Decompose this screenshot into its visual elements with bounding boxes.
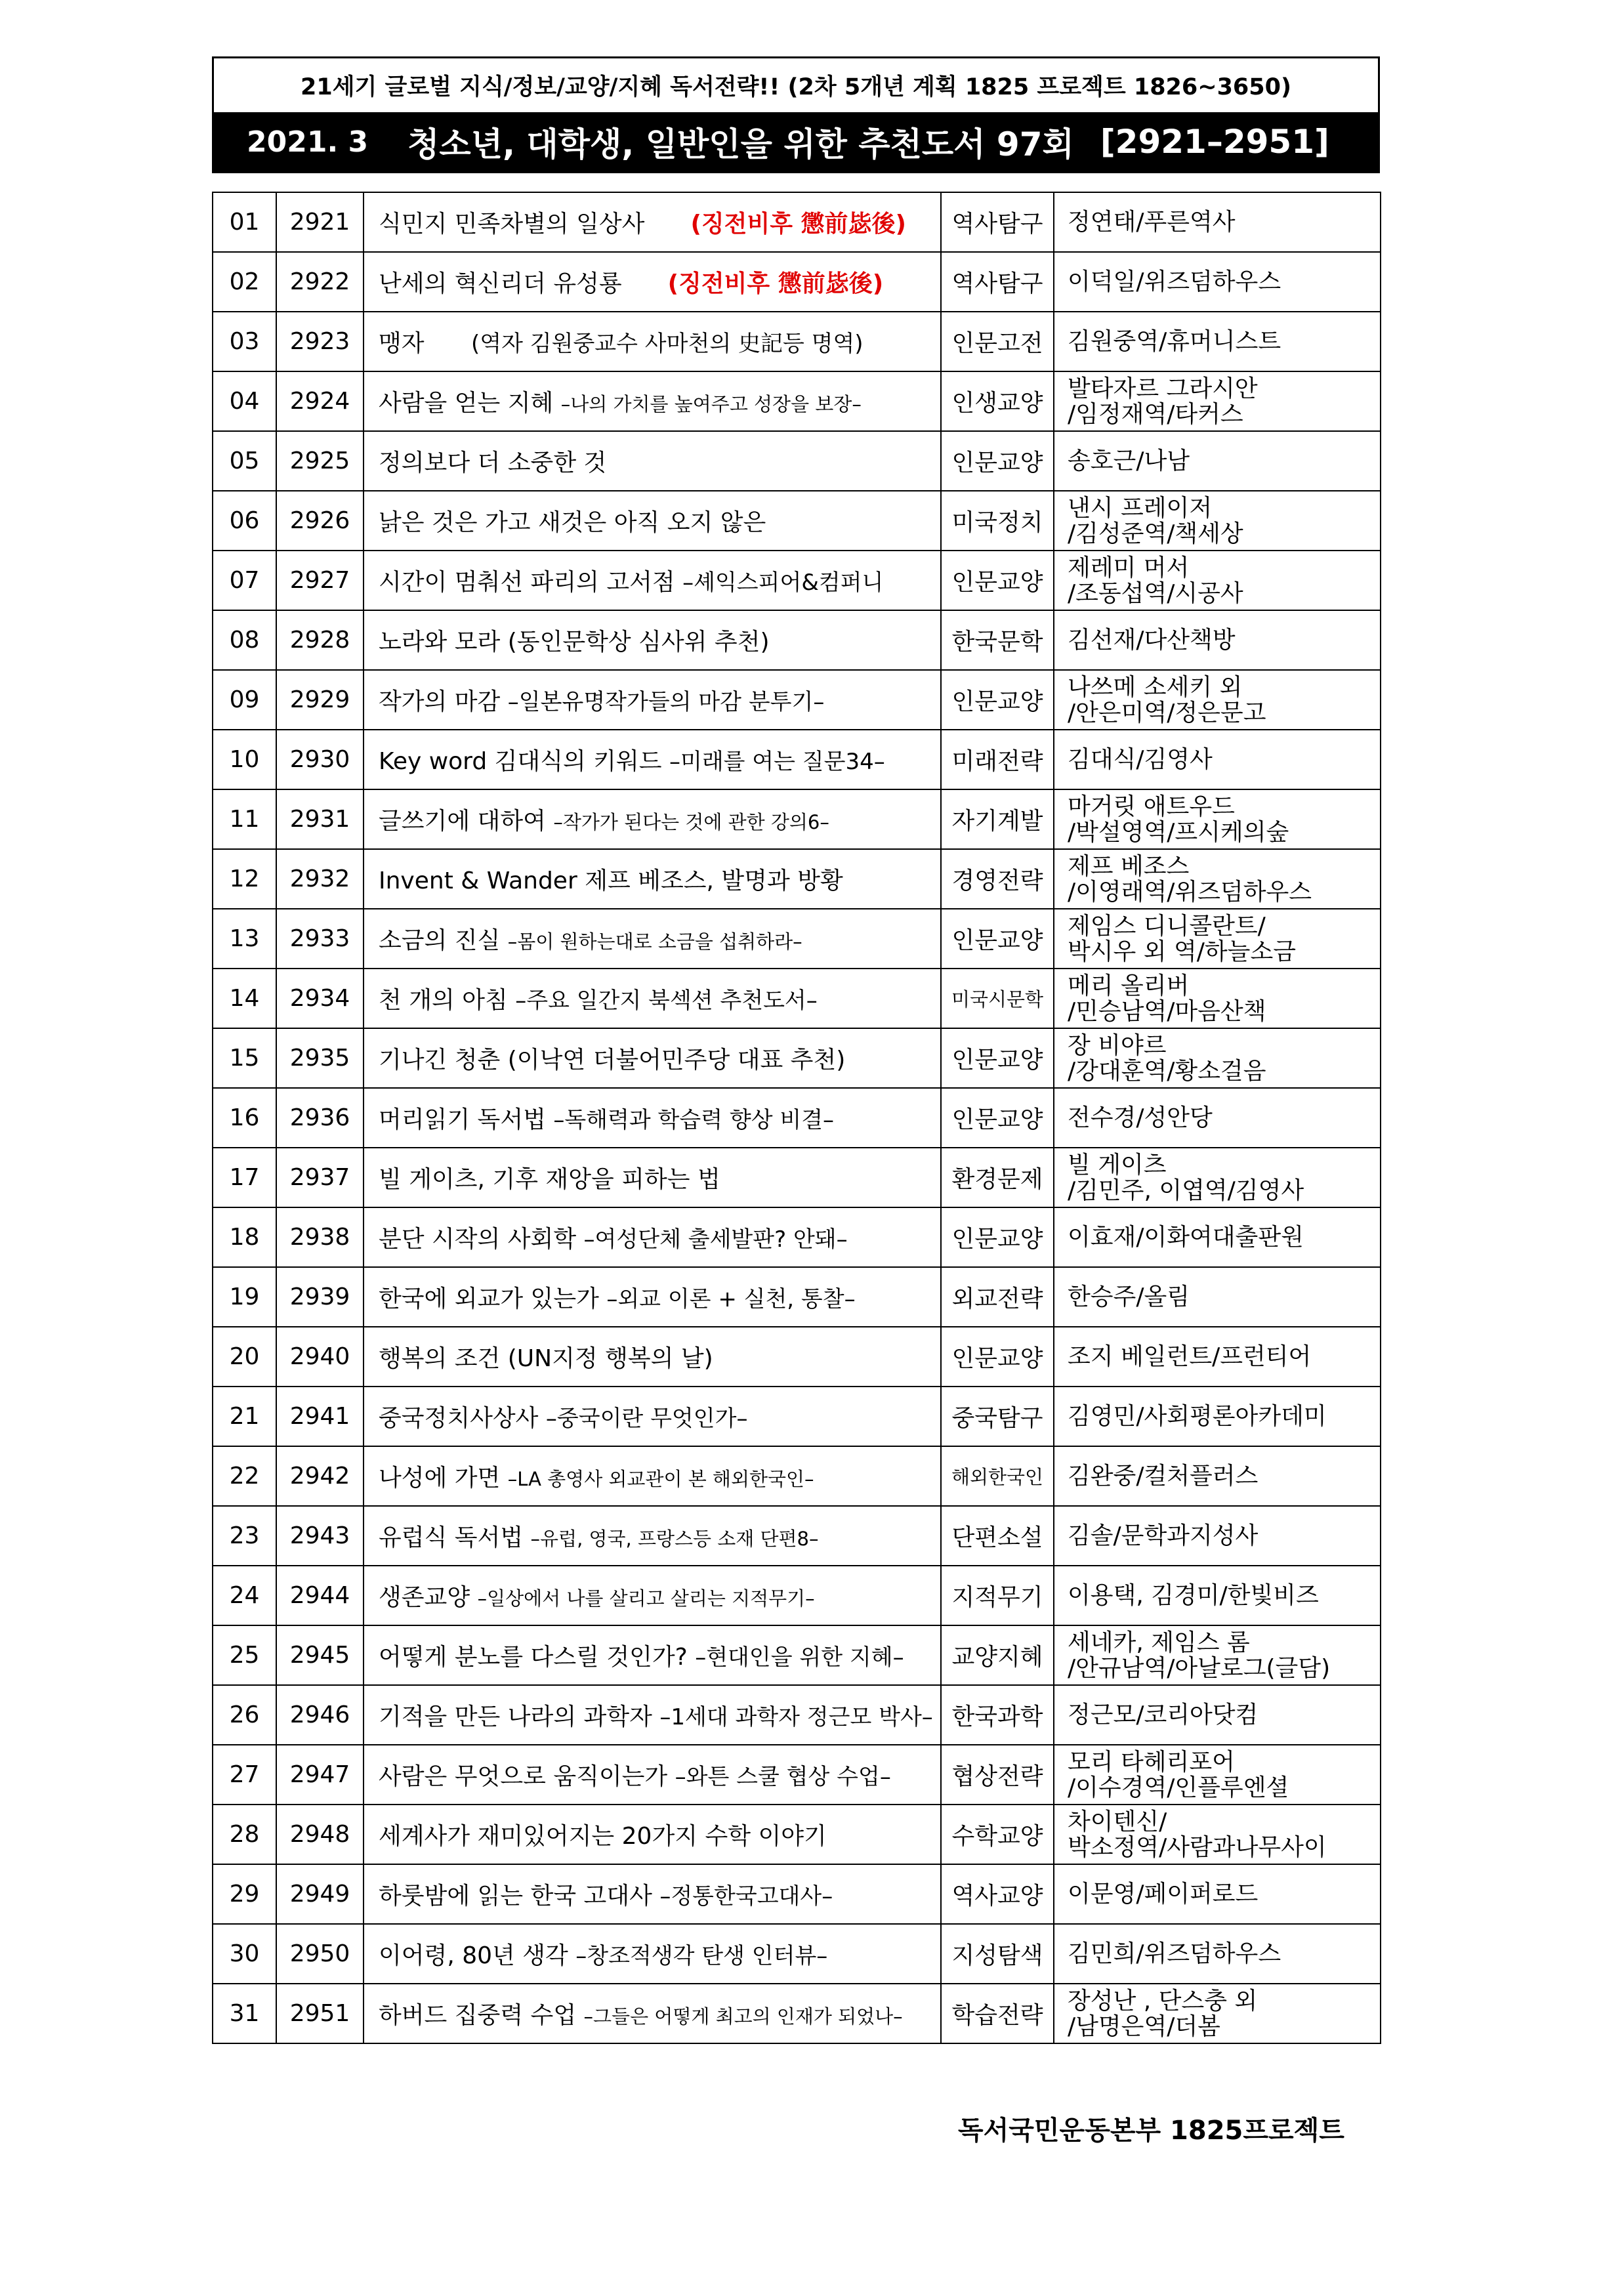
book-author-cell: [1054, 491, 1381, 551]
book-author-cell: [1054, 192, 1381, 252]
book-code: 2931: [276, 789, 364, 849]
row-number: 26: [213, 1685, 276, 1745]
book-author: 김영민/사회평론아카데미: [1068, 1403, 1327, 1430]
book-category: 한국과학: [941, 1685, 1054, 1745]
book-category: 역사탐구: [941, 252, 1054, 312]
row-number: 27: [213, 1745, 276, 1805]
book-title-cell: [364, 1267, 941, 1327]
book-code: 2926: [276, 491, 364, 551]
book-author: 발타자르 그라시안: [1068, 375, 1258, 402]
book-category: 한국문학: [941, 610, 1054, 670]
book-author: 메리 올리버: [1068, 972, 1190, 999]
book-code: 2947: [276, 1745, 364, 1805]
table-row: [213, 909, 1381, 969]
book-title-cell: [364, 1088, 941, 1148]
book-code: 2936: [276, 1088, 364, 1148]
header-title-bar: [214, 112, 1378, 171]
book-title-cell: [364, 551, 941, 610]
book-author-cell: [1054, 969, 1381, 1028]
book-subtitle: –몸이 원하는대로 소금을 섭취하라–: [507, 930, 802, 953]
book-title: 글쓰기에 대하여: [379, 808, 554, 835]
row-number: 11: [213, 789, 276, 849]
book-code: 2929: [276, 670, 364, 730]
book-author-cell: [1054, 730, 1381, 789]
book-author: 낸시 프레이저: [1068, 494, 1213, 522]
book-category: 인문교양: [941, 1207, 1054, 1267]
row-number: 21: [213, 1387, 276, 1446]
header-box: [212, 56, 1380, 173]
table-row: [213, 1028, 1381, 1088]
book-title-cell: [364, 312, 941, 371]
book-author-cell: [1054, 1566, 1381, 1625]
book-translator-publisher: /민승남역/마음산책: [1068, 997, 1266, 1025]
book-code: 2935: [276, 1028, 364, 1088]
row-number: 24: [213, 1566, 276, 1625]
row-number: 20: [213, 1327, 276, 1387]
book-title: 분단 시작의 사회학: [379, 1226, 584, 1253]
book-category: 단편소설: [941, 1506, 1054, 1566]
row-number: 14: [213, 969, 276, 1028]
row-number: 22: [213, 1446, 276, 1506]
book-subtitle: –유럽, 영국, 프랑스등 소재 단편8–: [530, 1528, 819, 1550]
book-title: 시간이 멈춰선 파리의 고서점: [379, 569, 683, 596]
book-category: 지성탐색: [941, 1924, 1054, 1984]
book-author-cell: [1054, 371, 1381, 431]
book-author: 장성난 , 단스충 외: [1068, 1987, 1258, 2014]
table-row: [213, 1506, 1381, 1566]
book-subtitle: –와튼 스쿨 협상 수업–: [675, 1764, 891, 1790]
book-title-cell: [364, 252, 941, 312]
book-author: 이덕일/위즈덤하우스: [1068, 268, 1281, 295]
book-code: 2925: [276, 431, 364, 491]
book-code: 2927: [276, 551, 364, 610]
book-title: 머리읽기 독서법: [379, 1106, 554, 1133]
book-title-cell: [364, 789, 941, 849]
row-number: 01: [213, 192, 276, 252]
table-row: [213, 670, 1381, 730]
book-subtitle: –창조적생각 탄생 인터뷰–: [575, 1943, 828, 1969]
book-code: 2924: [276, 371, 364, 431]
book-author: 차이텐신/: [1068, 1808, 1167, 1835]
row-number: 03: [213, 312, 276, 371]
row-number: 06: [213, 491, 276, 551]
book-translator-publisher: /강대훈역/황소걸음: [1068, 1057, 1266, 1085]
book-subtitle: –정통한국고대사–: [659, 1883, 833, 1910]
book-author: 김대식/김영사: [1068, 746, 1213, 773]
book-title-cell: [364, 1446, 941, 1506]
book-author: 정연태/푸른역사: [1068, 209, 1236, 236]
book-author: 이효재/이화여대출판원: [1068, 1224, 1304, 1251]
book-author: 모리 타헤리포어: [1068, 1748, 1235, 1776]
book-code: 2930: [276, 730, 364, 789]
book-title-cell: [364, 1506, 941, 1566]
book-title-cell: [364, 1805, 941, 1864]
book-translator-publisher: /박설영역/프시케의숲: [1068, 818, 1289, 846]
book-author: 마거릿 애트우드: [1068, 793, 1235, 820]
book-subtitle: –외교 이론 + 실천, 통찰–: [606, 1286, 856, 1312]
table-row: [213, 491, 1381, 551]
book-subtitle: –그들은 어떻게 최고의 인재가 되었나–: [583, 2005, 903, 2028]
book-category: 미국시문학: [941, 969, 1054, 1028]
table-row: [213, 312, 1381, 371]
row-number: 04: [213, 371, 276, 431]
book-translator-publisher: /남명은역/더봄: [1068, 2013, 1220, 2040]
book-author-cell: [1054, 1685, 1381, 1745]
book-code: 2942: [276, 1446, 364, 1506]
book-author-cell: [1054, 1446, 1381, 1506]
book-title-cell: [364, 1924, 941, 1984]
book-author: 조지 베일런트/프런티어: [1068, 1343, 1312, 1370]
book-title-cell: [364, 610, 941, 670]
book-title: 기적을 만든 나라의 과학자: [379, 1703, 660, 1730]
table-row: [213, 1864, 1381, 1924]
book-author-cell: [1054, 1924, 1381, 1984]
table-row: [213, 431, 1381, 491]
book-title: 노라와 모라 (동인문학상 심사위 추천): [379, 629, 770, 656]
book-title: 중국정치사상사: [379, 1405, 546, 1432]
book-title-cell: [364, 1207, 941, 1267]
row-number: 31: [213, 1984, 276, 2043]
book-title: 사람을 얻는 지혜: [379, 390, 561, 417]
row-number: 16: [213, 1088, 276, 1148]
book-code: 2932: [276, 849, 364, 909]
row-number: 23: [213, 1506, 276, 1566]
book-subtitle: –일상에서 나를 살리고 살리는 지적무기–: [477, 1587, 815, 1610]
book-translator-publisher: 박시우 외 역/하늘소금: [1068, 938, 1296, 965]
book-author: 장 비야르: [1068, 1032, 1167, 1059]
book-category: 수학교양: [941, 1805, 1054, 1864]
book-subtitle: –미래를 여는 질문34–: [669, 749, 885, 775]
book-title-cell: [364, 1864, 941, 1924]
book-title: 세계사가 재미있어지는 20가지 수학 이야기: [379, 1823, 827, 1850]
book-author: 빌 게이츠: [1068, 1151, 1167, 1179]
book-code: 2938: [276, 1207, 364, 1267]
table-row: [213, 1924, 1381, 1984]
table-row: [213, 1387, 1381, 1446]
book-title-cell: [364, 1984, 941, 2043]
book-title-cell: [364, 192, 941, 252]
book-title: Key word 김대식의 키워드: [379, 748, 669, 775]
book-title-cell: [364, 909, 941, 969]
book-title-cell: [364, 371, 941, 431]
book-code: 2950: [276, 1924, 364, 1984]
table-row: [213, 969, 1381, 1028]
table-row: [213, 730, 1381, 789]
book-author-cell: [1054, 789, 1381, 849]
book-title: 작가의 마감: [379, 688, 508, 715]
book-author-cell: [1054, 312, 1381, 371]
book-author: 정근모/코리아닷컴: [1068, 1701, 1259, 1728]
book-author: 송호근/나남: [1068, 448, 1190, 474]
table-row: [213, 1327, 1381, 1387]
book-title: 이어령, 80년 생각: [379, 1942, 576, 1969]
table-row: [213, 371, 1381, 431]
row-number: 08: [213, 610, 276, 670]
row-number: 28: [213, 1805, 276, 1864]
table-row: [213, 1566, 1381, 1625]
book-author: 나쓰메 소세키 외: [1068, 673, 1243, 701]
book-category: 인문교양: [941, 1088, 1054, 1148]
book-title: Invent & Wander 제프 베조스, 발명과 방황: [379, 867, 843, 894]
book-title: 정의보다 더 소중한 것: [379, 449, 607, 476]
book-author: 이용택, 김경미/한빛비즈: [1068, 1582, 1319, 1609]
table-row: [213, 1446, 1381, 1506]
book-translator-publisher: /이영래역/위즈덤하우스: [1068, 878, 1312, 906]
header-date: 2021. 3: [247, 125, 369, 159]
book-code: 2933: [276, 909, 364, 969]
book-author: 김원중역/휴머니스트: [1068, 328, 1281, 355]
book-code: 2934: [276, 969, 364, 1028]
book-category: 경영전략: [941, 849, 1054, 909]
book-title: 한국에 외교가 있는가: [379, 1285, 607, 1312]
book-author: 전수경/성안당: [1068, 1104, 1213, 1131]
book-category: 역사탐구: [941, 192, 1054, 252]
book-title: 소금의 진실: [379, 927, 508, 954]
book-title: 사람은 무엇으로 움직이는가: [379, 1763, 675, 1790]
book-code: 2939: [276, 1267, 364, 1327]
book-code: 2921: [276, 192, 364, 252]
book-translator-publisher: /김성준역/책세상: [1068, 520, 1243, 547]
book-subtitle: –작가가 된다는 것에 관한 강의6–: [553, 811, 829, 833]
book-title: 천 개의 아침: [379, 987, 516, 1014]
book-category: 인문교양: [941, 431, 1054, 491]
book-author-cell: [1054, 1387, 1381, 1446]
book-subtitle: –독해력과 학습력 향상 비결–: [553, 1107, 835, 1133]
book-title: 맹자: [379, 330, 432, 357]
book-subtitle: –셰익스피어&컴퍼니: [682, 570, 884, 596]
book-category: 교양지혜: [941, 1625, 1054, 1685]
book-title-cell: [364, 1566, 941, 1625]
table-row: [213, 1267, 1381, 1327]
book-title: 낡은 것은 가고 새것은 아직 오지 않은: [379, 509, 766, 536]
row-number: 17: [213, 1148, 276, 1207]
book-code: 2940: [276, 1327, 364, 1387]
table-row: [213, 1805, 1381, 1864]
book-title-cell: [364, 849, 941, 909]
book-author-cell: [1054, 1267, 1381, 1327]
book-category: 인문교양: [941, 1327, 1054, 1387]
table-row: [213, 1745, 1381, 1805]
book-code: 2922: [276, 252, 364, 312]
book-author: 세네카, 제임스 롬: [1068, 1629, 1250, 1656]
book-author-cell: [1054, 1805, 1381, 1864]
row-number: 19: [213, 1267, 276, 1327]
book-author-cell: [1054, 1745, 1381, 1805]
book-title: 난세의 혁신리더 유성룡: [379, 270, 622, 297]
book-author-cell: [1054, 252, 1381, 312]
book-category: 인생교양: [941, 371, 1054, 431]
book-title: 하버드 집중력 수업: [379, 2002, 584, 2029]
book-category: 인문교양: [941, 1028, 1054, 1088]
table-row: [213, 1148, 1381, 1207]
table-row: [213, 252, 1381, 312]
book-author: 김민희/위즈덤하우스: [1068, 1940, 1281, 1967]
book-code: 2948: [276, 1805, 364, 1864]
row-number: 05: [213, 431, 276, 491]
book-code: 2949: [276, 1864, 364, 1924]
book-category: 자기계발: [941, 789, 1054, 849]
book-author-cell: [1054, 1207, 1381, 1267]
book-title-cell: [364, 1148, 941, 1207]
book-code: 2946: [276, 1685, 364, 1745]
book-title: 식민지 민족차별의 일상사: [379, 211, 645, 238]
row-number: 25: [213, 1625, 276, 1685]
book-author-cell: [1054, 1625, 1381, 1685]
book-subtitle: –일본유명작가들의 마감 분투기–: [507, 689, 825, 715]
book-translator-publisher: /안은미역/정은문고: [1068, 699, 1266, 726]
book-title: 하룻밤에 읽는 한국 고대사: [379, 1883, 660, 1910]
book-author: 이문영/페이퍼로드: [1068, 1881, 1259, 1908]
book-translator-publisher: /안규남역/아날로그(글담): [1068, 1654, 1331, 1682]
book-subtitle: (역자 김원중교수 사마천의 史記등 명역): [471, 331, 864, 357]
book-code: 2928: [276, 610, 364, 670]
header-title: 청소년, 대학생, 일반인을 위한 추천도서 97회: [407, 125, 1074, 163]
book-code: 2951: [276, 1984, 364, 2043]
book-code: 2941: [276, 1387, 364, 1446]
book-title: 생존교양: [379, 1584, 478, 1611]
book-author-cell: [1054, 909, 1381, 969]
book-title: 빌 게이츠, 기후 재앙을 피하는 법: [379, 1166, 720, 1193]
book-title-cell: [364, 730, 941, 789]
table-row: [213, 849, 1381, 909]
row-number: 10: [213, 730, 276, 789]
book-title-cell: [364, 1685, 941, 1745]
book-table: [212, 192, 1381, 2044]
book-translator-publisher: /임정재역/타커스: [1068, 400, 1243, 428]
book-category: 학습전략: [941, 1984, 1054, 2043]
book-category: 외교전략: [941, 1267, 1054, 1327]
row-number: 12: [213, 849, 276, 909]
book-subtitle: –1세대 과학자 정근모 박사–: [659, 1704, 933, 1730]
book-title-cell: [364, 491, 941, 551]
book-category: 해외한국인: [941, 1446, 1054, 1506]
book-author-cell: [1054, 431, 1381, 491]
book-title-cell: [364, 1387, 941, 1446]
book-code: 2944: [276, 1566, 364, 1625]
row-number: 30: [213, 1924, 276, 1984]
book-subtitle: –LA 총영사 외교관이 본 해외한국인–: [507, 1468, 814, 1490]
book-title: 나성에 가면: [379, 1465, 508, 1492]
book-author-cell: [1054, 1864, 1381, 1924]
book-note: (징전비후 懲前毖後): [667, 270, 884, 297]
book-author: 제레미 머서: [1068, 554, 1190, 581]
book-category: 인문교양: [941, 551, 1054, 610]
book-code: 2945: [276, 1625, 364, 1685]
book-code: 2923: [276, 312, 364, 371]
book-translator-publisher: /조동섭역/시공사: [1068, 579, 1243, 607]
row-number: 02: [213, 252, 276, 312]
book-author-cell: [1054, 1984, 1381, 2043]
book-category: 인문고전: [941, 312, 1054, 371]
book-author: 김솔/문학과지성사: [1068, 1522, 1259, 1549]
row-number: 09: [213, 670, 276, 730]
row-number: 07: [213, 551, 276, 610]
table-row: [213, 1207, 1381, 1267]
book-category: 중국탐구: [941, 1387, 1054, 1446]
header-subtitle: 21세기 글로벌 지식/정보/교양/지혜 독서전략!! (2차 5개년 계획 1825 프로젝트 1826~3650): [301, 74, 1291, 100]
book-category: 역사교양: [941, 1864, 1054, 1924]
row-number: 29: [213, 1864, 276, 1924]
book-note: (징전비후 懲前毖後): [690, 211, 906, 238]
book-title-cell: [364, 1028, 941, 1088]
book-author-cell: [1054, 1506, 1381, 1566]
book-author-cell: [1054, 551, 1381, 610]
row-number: 15: [213, 1028, 276, 1088]
book-title-cell: [364, 670, 941, 730]
book-author-cell: [1054, 1327, 1381, 1387]
book-title: 기나긴 청춘 (이낙연 더불어민주당 대표 추천): [379, 1047, 846, 1074]
book-category: 협상전략: [941, 1745, 1054, 1805]
book-title-cell: [364, 1327, 941, 1387]
table-row: [213, 1088, 1381, 1148]
book-subtitle: –중국이란 무엇인가–: [545, 1406, 748, 1432]
book-author: 김완중/컬처플러스: [1068, 1463, 1259, 1490]
book-author: 제임스 디니콜란트/: [1068, 912, 1266, 940]
book-title: 어떻게 분노를 다스릴 것인가?: [379, 1644, 696, 1671]
footer-text: 독서국민운동본부 1825프로젝트: [958, 2116, 1344, 2146]
row-number: 18: [213, 1207, 276, 1267]
book-title: 행복의 조건 (UN지정 행복의 날): [379, 1345, 713, 1372]
book-subtitle: –현대인을 위한 지혜–: [695, 1644, 904, 1671]
book-subtitle: –나의 가치를 높여주고 성장을 보장–: [560, 393, 862, 415]
book-subtitle: –여성단체 출세발판? 안돼–: [583, 1226, 848, 1253]
book-title-cell: [364, 1625, 941, 1685]
book-subtitle: –주요 일간지 북섹션 추천도서–: [515, 988, 818, 1014]
book-category: 인문교양: [941, 670, 1054, 730]
book-translator-publisher: /이수경역/인플루엔셜: [1068, 1774, 1289, 1801]
book-translator-publisher: 박소정역/사람과나무사이: [1068, 1833, 1327, 1861]
book-title: 유럽식 독서법: [379, 1524, 531, 1551]
table-row: [213, 1685, 1381, 1745]
book-author: 한승주/올림: [1068, 1284, 1190, 1310]
book-title-cell: [364, 1745, 941, 1805]
table-row: [213, 1984, 1381, 2043]
book-author: 제프 베조스: [1068, 852, 1190, 880]
table-row: [213, 610, 1381, 670]
book-category: 미국정치: [941, 491, 1054, 551]
book-title-cell: [364, 969, 941, 1028]
book-author-cell: [1054, 849, 1381, 909]
book-author-cell: [1054, 610, 1381, 670]
book-code: 2937: [276, 1148, 364, 1207]
book-author-cell: [1054, 1028, 1381, 1088]
book-category: 환경문제: [941, 1148, 1054, 1207]
book-category: 미래전략: [941, 730, 1054, 789]
book-title-cell: [364, 431, 941, 491]
book-author-cell: [1054, 1088, 1381, 1148]
header-range: [2921–2951]: [1100, 123, 1329, 161]
row-number: 13: [213, 909, 276, 969]
table-row: [213, 551, 1381, 610]
table-row: [213, 192, 1381, 252]
book-author-cell: [1054, 1148, 1381, 1207]
book-author-cell: [1054, 670, 1381, 730]
table-row: [213, 789, 1381, 849]
table-row: [213, 1625, 1381, 1685]
book-author: 김선재/다산책방: [1068, 627, 1236, 654]
book-category: 지적무기: [941, 1566, 1054, 1625]
book-category: 인문교양: [941, 909, 1054, 969]
book-code: 2943: [276, 1506, 364, 1566]
book-translator-publisher: /김민주, 이엽역/김영사: [1068, 1177, 1304, 1204]
